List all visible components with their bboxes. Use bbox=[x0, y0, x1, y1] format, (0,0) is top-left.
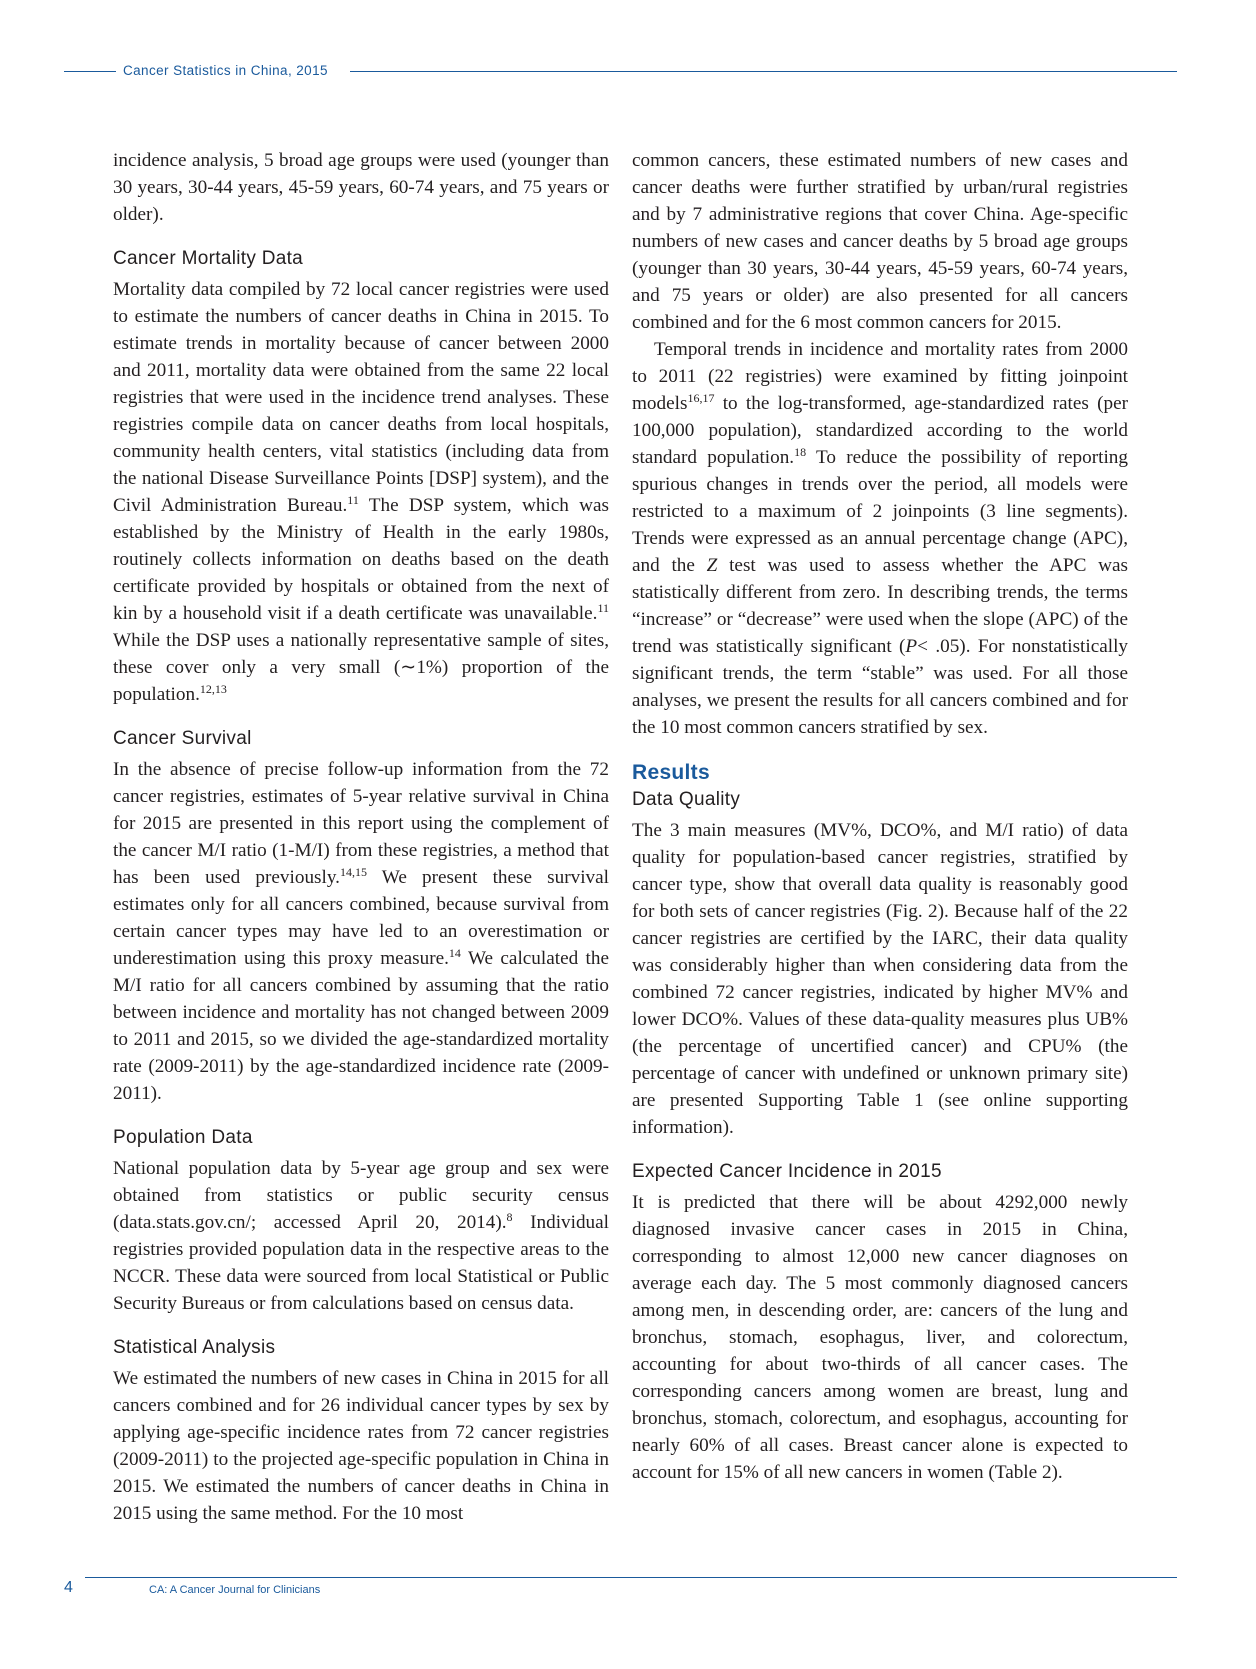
heading-cancer-mortality-data: Cancer Mortality Data bbox=[113, 248, 304, 269]
citation: 14 bbox=[448, 946, 461, 960]
citation: 8 bbox=[506, 1210, 513, 1224]
heading-results: Results bbox=[632, 761, 710, 784]
page-number: 4 bbox=[64, 1579, 73, 1596]
running-header: Cancer Statistics in China, 2015 bbox=[123, 63, 328, 78]
heading-population-data: Population Data bbox=[113, 1127, 253, 1148]
citation: 11 bbox=[597, 601, 609, 615]
paragraph-statistical-analysis: We estimated the numbers of new cases in China in 2015 for all cancers combined and for 26 individual cancer types by sex by applying age-specific incidence rates from 72 cancer registries (2009-2011) to the projected age-specific population in China in 2015. We estimated the numbers of cancer deaths in China in 2015 using the same method. For the 10 most bbox=[113, 1368, 609, 1524]
paragraph-incidence-age-groups: incidence analysis, 5 broad age groups were used (younger than 30 years, 30-44 years, 45-59 years, 60-74 years, and 75 years or older). bbox=[113, 150, 609, 225]
paragraph-expected-incidence: It is predicted that there will be about 4292,000 newly diagnosed invasive cancer cases in 2015 in China, corresponding to almost 12,000 new cancer diagnoses on average each day. The 5 most commonly diagnosed cancers among men, in descending order, are: cancers of the lung and bronchus, stomach, esophagus, liver, and colorectum, accounting for about two-thirds of all cancer cases. The corresponding cancers among women are breast, lung and bronchus, stomach, colorectum, and esophagus, accounting for nearly 60% of all cases. Breast cancer alone is expected to account for 15% of all new cancers in women (Table 2). bbox=[632, 1192, 1128, 1483]
heading-cancer-survival: Cancer Survival bbox=[113, 728, 252, 749]
citation: 16,17 bbox=[687, 391, 715, 405]
citation: 18 bbox=[794, 445, 807, 459]
citation: 11 bbox=[347, 493, 359, 507]
heading-statistical-analysis: Statistical Analysis bbox=[113, 1337, 276, 1358]
heading-data-quality: Data Quality bbox=[632, 789, 741, 810]
heading-expected-cancer-incidence: Expected Cancer Incidence in 2015 bbox=[632, 1161, 942, 1182]
paragraph-common-cancers-stratified: common cancers, these estimated numbers of new cases and cancer deaths were further stratified by urban/rural registries and by 7 administrative regions that cover China. Age-specific numbers of new cases and cancer deaths by 5 broad age groups (younger than 30 years, 30-44 years, 45-59 years, 60-74 years, and 75 years or older) are also presented for all cancers combined and for the 6 most common cancers for 2015. bbox=[632, 150, 1128, 333]
header-rule-left bbox=[64, 71, 116, 72]
footer-rule bbox=[85, 1577, 1177, 1578]
left-column bbox=[113, 147, 609, 1527]
right-column bbox=[632, 147, 1128, 1486]
journal-name: CA: A Cancer Journal for Clinicians bbox=[149, 1584, 321, 1596]
citation: 14,15 bbox=[339, 865, 367, 879]
paragraph-mortality-data: Mortality data compiled by 72 local cancer registries were used to estimate the numbers of cancer deaths in China in 2015. To estimate trends in mortality because of cancer between 2000 and 2011, mortality data were obtained from the same 22 local registries that were used in the incidence trend analyses. These registries compile data on cancer deaths from local hospitals, community health centers, vital statistics (including data from the national Disease Surveillance Points [DSP] system), and the Civil Administration Bureau.$^{11}$ The DSP system, which was established by the Ministry of Health in the early 1980s, routinely collects information on deaths based on the death certificate provided by hospitals or obtained from the next of kin by a household visit if a death certificate was unavailable.$^{11}$ While the DSP uses a nationally representative sample of sites, these cover only a very small (∼1%) proportion of the population.$^{12,13}$ bbox=[113, 279, 609, 705]
paragraph-cancer-survival: In the absence of precise follow-up information from the 72 cancer registries, estimates of 5-year relative survival in China for 2015 are presented in this report using the complement of the cancer M/I ratio (1-M/I) from these registries, a method that has been used previously.$^{14,15}$ We present these survival estimates only for all cancers combined, because survival from certain cancer types may have led to an overestimation or underestimation using this proxy measure.$^{14}$ We calculated the M/I ratio for all cancers combined by assuming that the ratio between incidence and mortality has not changed between 2009 to 2011 and 2015, so we divided the age-standardized mortality rate (2009-2011) by the age-standardized incidence rate (2009-2011). bbox=[113, 759, 609, 1104]
paragraph-temporal-trends: Temporal trends in incidence and mortality rates from 2000 to 2011 (22 registries) were examined by fitting joinpoint models$^{16,17}$ to the log-transformed, age-standardized rates (per 100,000 population), standardized according to the world standard population.$^{18}$ To reduce the possibility of reporting spurious changes in trends over the period, all models were restricted to a maximum of 2 joinpoints (3 line segments). Trends were expressed as an annual percentage change (APC), and the Z test was used to assess whether the APC was statistically different from zero. In describing trends, the terms “increase” or “decrease” were used when the slope (APC) of the trend was statistically significant (P< .05). For nonstatistically significant trends, the term “stable” was used. For all those analyses, we present the results for all cancers combined and for the 10 most common cancers stratified by sex. bbox=[632, 339, 1129, 738]
paragraph-population-data: National population data by 5-year age group and sex were obtained from statistics or public security census (data.stats.gov.cn/; accessed April 20, 2014).$^8$ Individual registries provided population data in the respective areas to the NCCR. These data were sourced from local Statistical or Public Security Bureaus or from calculations based on census data. bbox=[113, 1158, 609, 1314]
paragraph-data-quality: The 3 main measures (MV%, DCO%, and M/I ratio) of data quality for population-based cancer registries, stratified by cancer type, show that overall data quality is reasonably good for both sets of cancer registries (Fig. 2). Because half of the 22 cancer registries are certified by the IARC, their data quality was considerably higher than when considering data from the combined 72 cancer registries, indicated by higher MV% and lower DCO%. Values of these data-quality measures plus UB% (the percentage of uncertified cancer) and CPU% (the percentage of cancer with undefined or unknown primary site) are presented Supporting Table 1 (see online supporting information). bbox=[632, 820, 1128, 1138]
header-rule-right bbox=[350, 71, 1177, 72]
citation: 12,13 bbox=[199, 682, 227, 696]
